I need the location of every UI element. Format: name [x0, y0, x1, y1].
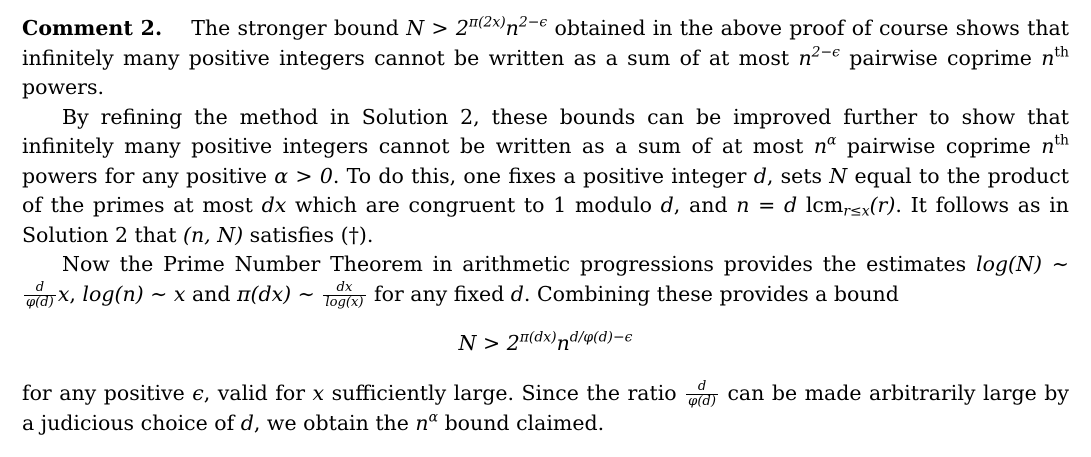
comment-paragraph-1: Comment 2. The stronger bound $N > 2^{\pi(2x)}n^{2-\epsilon}$ obtained in the above proof of course shows that infinitely many positive integers cannot be written as a sum of at most $n^{2-\epsilon}$ pairwise coprime $n^{th}$ powers.	[22, 14, 1070, 99]
math-dx: dx	[261, 193, 287, 217]
math-N: N	[829, 163, 848, 188]
comment-paragraph-2: By refining the method in Solution 2, these bounds can be improved further to show that infinitely many positive integers cannot be written as a sum of at most $n^\alpha$ pairwise coprime $n^{th}$ powers for any positive α > 0. To do this, one fixes a positive integer d, sets N equal to the product of the primes at most dx which are congruent to 1 modulo d, and n = d lcm$_{r\le x}$(r). It follows as in Solution 2 that (n, N) satisfies (†).	[22, 104, 1069, 247]
math-d: d	[660, 193, 674, 217]
math-n-alpha: $n^\alpha$	[813, 132, 837, 158]
math-nth: $n^{th}$	[1041, 132, 1069, 158]
math-d: d	[240, 410, 254, 435]
math-bound: $N > 2^{\pi(2x)}n^{2-\epsilon}$	[406, 14, 548, 40]
fraction-ratio: $\frac{d}{\varphi(d)}$	[688, 379, 716, 409]
math-pi-dx: π(dx) ∼ $\frac{dx}{\log(x)}$	[237, 279, 364, 310]
math-pair: (n, N)	[182, 222, 244, 247]
math-nth: $n^{th}$	[1041, 43, 1069, 70]
comment-paragraph-4: for any positive ϵ, valid for x sufficiently large. Since the ratio $\frac{d}{\varphi(d)}$ can be made arbitrarily large by a judicious choice of d, we obtain the $n^\alpha$ bound claimed.	[22, 379, 1069, 435]
math-n-alpha: $n^\alpha$	[415, 408, 439, 435]
fraction-dx-logx: $\frac{dx}{\log(x)}$	[325, 279, 364, 310]
fraction-d-phi: $\frac{d}{\varphi(d)}$	[26, 279, 54, 310]
math-d: d	[510, 281, 524, 306]
math-epsilon: ϵ	[192, 380, 204, 405]
math-n-lcm: n = d lcm$_{r\le x}$(r)	[736, 193, 896, 220]
display-equation: $N > 2^{\pi(dx)}n^{d/\varphi(d)-\epsilon}$	[458, 329, 633, 356]
math-logn: log(n) ∼ x	[82, 281, 186, 306]
math-x: x	[312, 380, 325, 405]
math-n-power: $n^{2-\epsilon}$	[798, 43, 840, 70]
math-d: d	[753, 163, 767, 188]
comment-heading: Comment 2.	[22, 16, 163, 40]
math-alpha: α > 0	[274, 163, 333, 188]
comment-paragraph-3: Now the Prime Number Theorem in arithmetic progressions provides the estimates log(N) ∼ $\frac{d}{\varphi(d)}$ x, log(n) ∼ x and π(dx) ∼ $\frac{dx}{\log(x)}$ for any fixed d. Combining these provides a bound	[22, 250, 1069, 309]
math-logN: log(N) ∼ $\frac{d}{\varphi(d)}$ x	[26, 252, 1069, 310]
